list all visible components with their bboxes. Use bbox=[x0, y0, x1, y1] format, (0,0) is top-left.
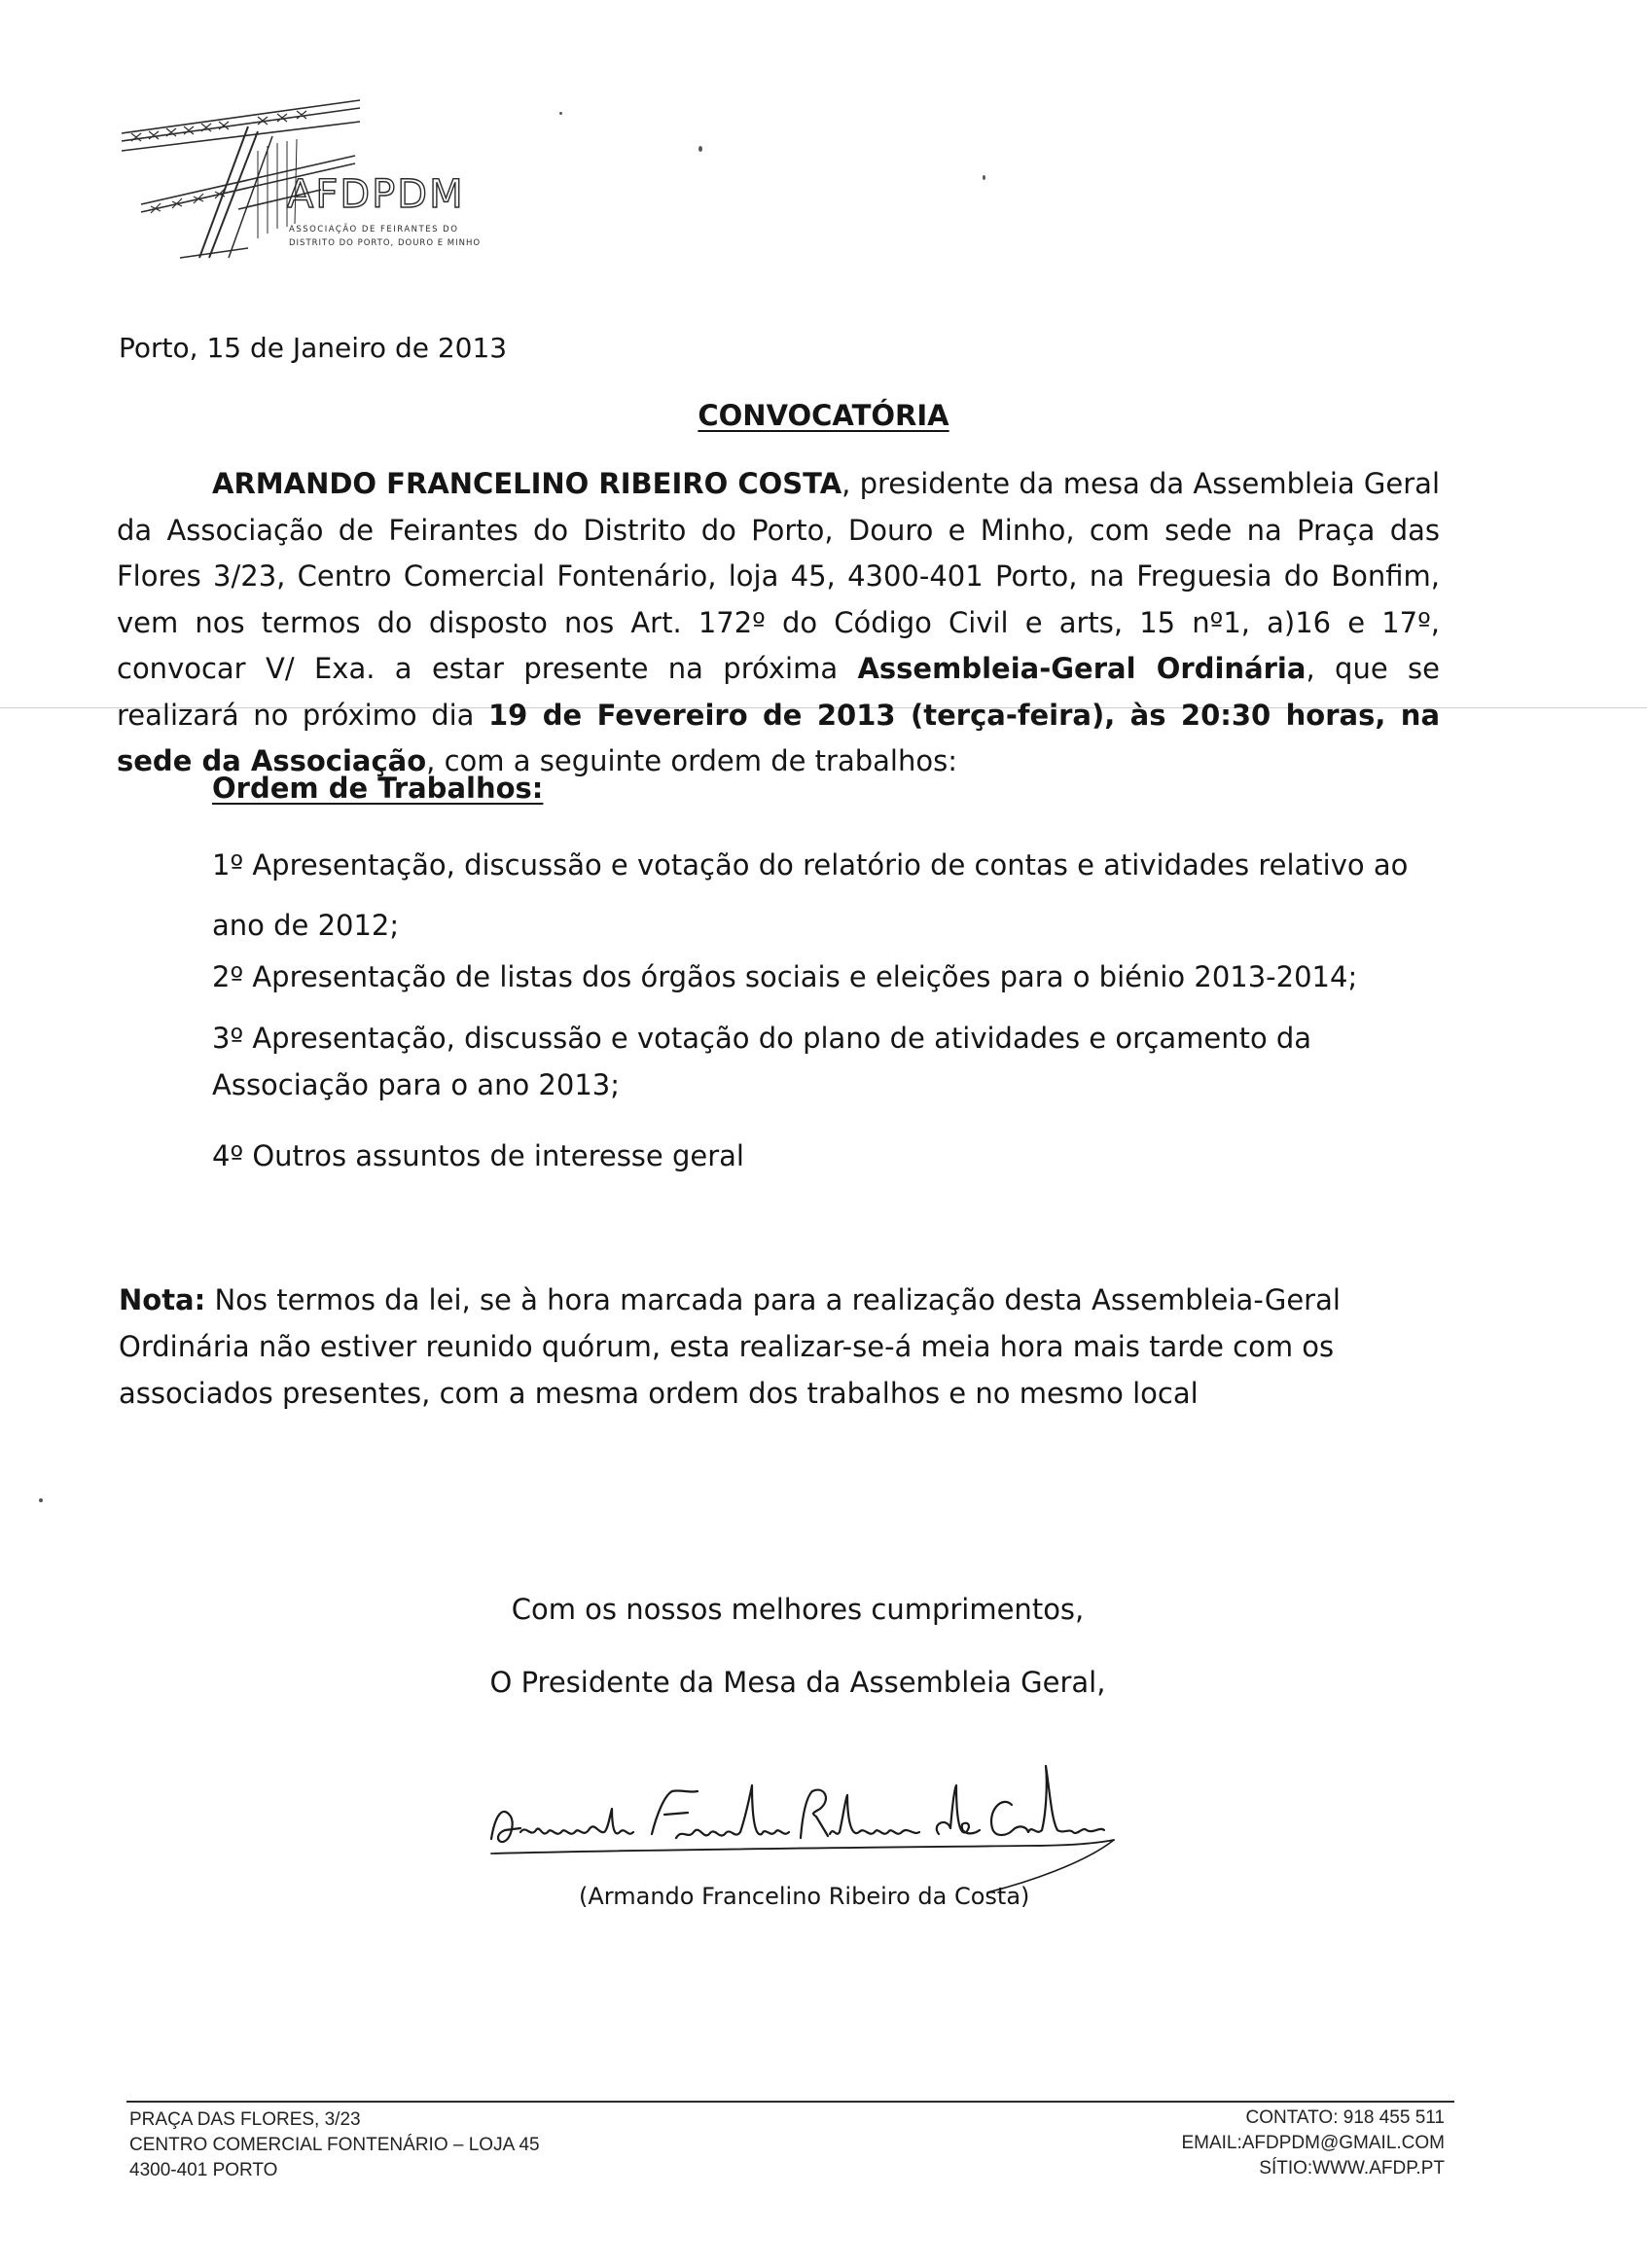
scan-speck bbox=[559, 112, 562, 115]
logo-line1: ASSOCIAÇÃO DE FEIRANTES DO bbox=[289, 225, 459, 234]
letter-date: Porto, 15 de Janeiro de 2013 bbox=[119, 332, 508, 364]
footer-address-line: 4300-401 PORTO bbox=[129, 2160, 278, 2180]
closing-greeting: Com os nossos melhores cumprimentos, bbox=[511, 1593, 1085, 1626]
meeting-when: 19 de Fevereiro de 2013 (terça-feira), às 20:30 horas, na sede da Associação bbox=[117, 698, 1441, 777]
letter-title: CONVOCATÓRIA bbox=[698, 399, 949, 432]
president-name: ARMANDO FRANCELINO RIBEIRO COSTA bbox=[212, 467, 842, 500]
logo-line2: DISTRITO DO PORTO, DOURO E MINHO bbox=[289, 238, 482, 248]
agenda-item: 4º Outros assuntos de interesse geral bbox=[212, 1139, 744, 1172]
closing-role: O Presidente da Mesa da Assembleia Geral, bbox=[489, 1666, 1106, 1699]
agenda-item: 2º Apresentação de listas dos órgãos sociais e eleições para o biénio 2013-2014; bbox=[212, 960, 1358, 993]
scan-speck bbox=[698, 146, 702, 152]
note-label: Nota: bbox=[119, 1283, 206, 1316]
signatory-printed-name: (Armando Francelino Ribeiro da Costa) bbox=[579, 1883, 1030, 1910]
note-text: Nos termos da lei, se à hora marcada para a realização desta Assembleia-Geral Ordinária não estiver reunido quórum, esta realizar-se-á meia hora mais tarde com os associados presentes, com a mesma ordem dos trabalhos e no mesmo local bbox=[119, 1283, 1341, 1410]
scan-speck bbox=[39, 1498, 43, 1502]
note-paragraph bbox=[119, 1277, 1442, 1417]
intro-text-3: , com a seguinte ordem de trabalhos: bbox=[426, 744, 957, 777]
footer-website: SÍTIO:WWW.AFDP.PT bbox=[1259, 2158, 1445, 2178]
footer-address-line: CENTRO COMERCIAL FONTENÁRIO – LOJA 45 bbox=[129, 2135, 540, 2155]
agenda-item: 1º Apresentação, discussão e votação do relatório de contas e atividades relativo ao ano de 2012; bbox=[212, 848, 1409, 942]
footer-divider bbox=[126, 2101, 1454, 2103]
intro-paragraph bbox=[117, 461, 1440, 785]
footer-email: EMAIL:AFDPDM@GMAIL.COM bbox=[1181, 2133, 1445, 2153]
afdpdm-bridge-logo bbox=[112, 92, 530, 263]
agenda-heading: Ordem de Trabalhos: bbox=[212, 772, 544, 805]
footer-contacts bbox=[1181, 2106, 1445, 2181]
scan-speck bbox=[983, 175, 985, 180]
meeting-type: Assembleia-Geral Ordinária bbox=[857, 652, 1307, 685]
intro-text-1: , presidente da mesa da Assembleia Geral da Associação de Feirantes do Distrito do Porto, Douro e Minho, com sede na Praça das Flores 3/23, Centro Comercial Fontenário, loja 45, 4300-401 Porto, na Freguesia do Bonfim, vem nos termos do disposto nos Art. 172º do Código Civil e arts, 15 nº1, a)16 e 17º, convocar V/ Exa. a estar presente na próxima bbox=[117, 467, 1440, 685]
footer-phone: CONTATO: 918 455 511 bbox=[1245, 2107, 1445, 2128]
footer-address-line: PRAÇA DAS FLORES, 3/23 bbox=[129, 2109, 361, 2130]
footer-address bbox=[129, 2107, 540, 2183]
intro-text-2: , que se realizará no próximo dia bbox=[117, 652, 1440, 732]
logo-acronym: AFDPDM bbox=[287, 172, 465, 217]
agenda-item: 3º Apresentação, discussão e votação do plano de atividades e orçamento da Associação para o ano 2013; bbox=[212, 1022, 1312, 1101]
